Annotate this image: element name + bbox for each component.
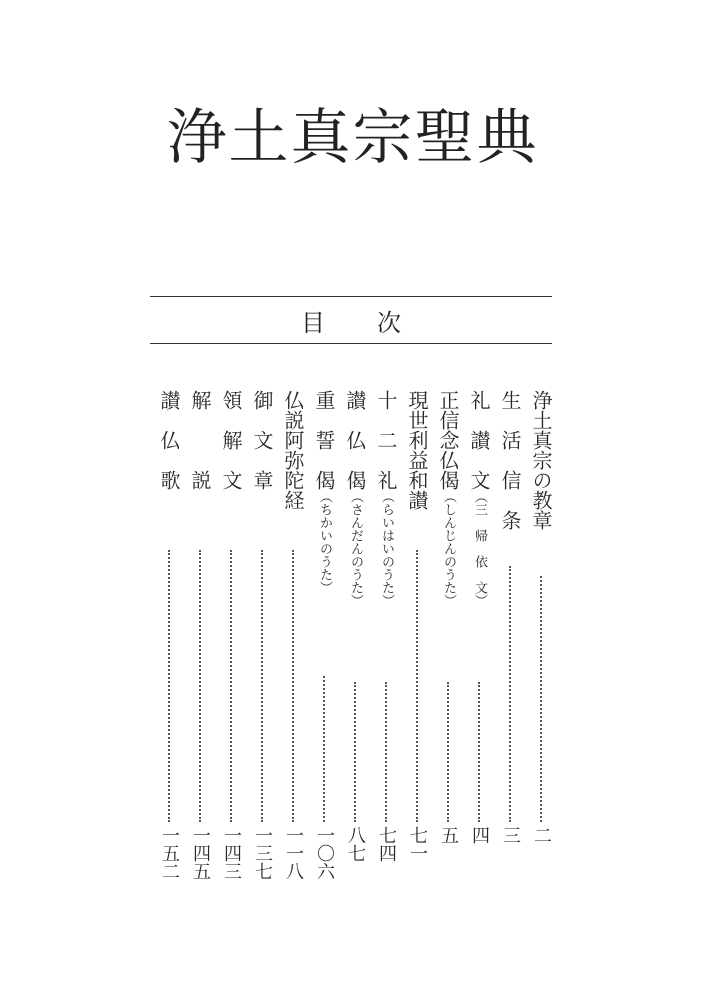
toc-entry[interactable] [497, 390, 523, 880]
toc-entry-page: 二 [531, 826, 552, 844]
toc-entry[interactable] [435, 390, 461, 880]
book-title: 浄土真宗聖典 [166, 103, 539, 173]
toc-entry-title: 正信念仏偈（しんじんのうた） [436, 390, 460, 607]
toc-entry-title: 仏説阿弥陀経 [281, 390, 305, 510]
leader-dots [323, 676, 325, 822]
toc-entry-title: 浄土真宗の教章 [529, 390, 553, 530]
toc-entry-page: 四 [469, 826, 490, 844]
toc-entry[interactable] [311, 390, 337, 880]
toc-entry[interactable] [156, 390, 182, 880]
toc-entry[interactable] [373, 390, 399, 880]
toc-entry-page: 一〇六 [314, 826, 335, 880]
leader-dots [168, 550, 170, 822]
leader-dots [230, 550, 232, 822]
toc-entry-title: 領 解 文 [219, 390, 243, 490]
toc-entry-page: 五 [438, 826, 459, 844]
toc-entry-page: 三 [500, 826, 521, 844]
toc-entry-title: 現世利益和讃 [405, 390, 429, 510]
toc-entry-title: 十 二 礼（らいはいのうた） [374, 390, 398, 607]
toc-entry-page: 一四三 [221, 826, 242, 880]
toc-entry-title: 解 説 [188, 390, 212, 490]
leader-dots [354, 682, 356, 822]
toc-entry[interactable] [187, 390, 213, 880]
toc-entry[interactable] [280, 390, 306, 880]
toc-entry[interactable] [466, 390, 492, 880]
leader-dots [199, 550, 201, 822]
toc-entry-page: 一四五 [190, 826, 211, 880]
toc-entry-title: 讃 仏 歌 [157, 390, 181, 490]
toc-entry-page: 一五二 [159, 826, 180, 880]
toc-entry-page: 七四 [376, 826, 397, 862]
toc-entry-title: 御 文 章 [250, 390, 274, 490]
toc-entry-title: 生 活 信 条 [498, 390, 522, 530]
leader-dots [540, 576, 542, 822]
toc-heading: 目次 [301, 308, 453, 337]
toc-entry-page: 一三七 [252, 826, 273, 880]
leader-dots [509, 566, 511, 822]
toc-entry[interactable] [218, 390, 244, 880]
toc-entry[interactable] [342, 390, 368, 880]
leader-dots [261, 550, 263, 822]
toc-entry-page: 七一 [407, 826, 428, 862]
leader-dots [416, 550, 418, 822]
toc-entry-page: 八七 [345, 826, 366, 862]
toc-heading-box [150, 296, 552, 344]
leader-dots [478, 682, 480, 822]
table-of-contents [150, 390, 555, 890]
toc-entry-title: 讃 仏 偈（さんだんのうた） [343, 390, 367, 607]
toc-entry-title: 重 誓 偈（ちかいのうた） [312, 390, 336, 594]
toc-entry-title: 礼 讃 文（三 帰 依 文） [467, 390, 491, 607]
toc-entry[interactable] [528, 390, 554, 880]
leader-dots [447, 682, 449, 822]
toc-entry-page: 一一八 [283, 826, 304, 880]
leader-dots [292, 550, 294, 822]
toc-entry[interactable] [249, 390, 275, 880]
toc-entry[interactable] [404, 390, 430, 880]
leader-dots [385, 682, 387, 822]
